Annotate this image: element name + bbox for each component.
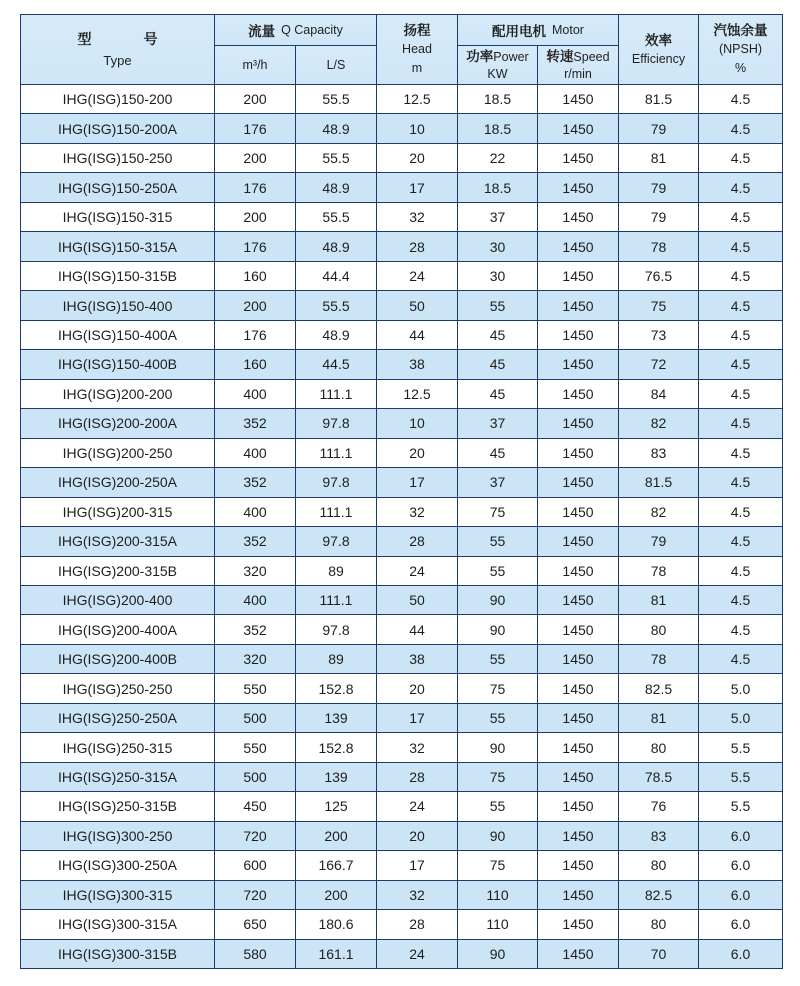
cell-head: 32 <box>377 733 458 762</box>
cell-speed: 1450 <box>538 232 619 261</box>
cell-type: IHG(ISG)200-250A <box>21 468 215 497</box>
cell-flow-ls: 55.5 <box>296 203 377 232</box>
cell-speed: 1450 <box>538 291 619 320</box>
cell-flow-ls: 44.4 <box>296 262 377 291</box>
cell-flow-ls: 111.1 <box>296 439 377 468</box>
cell-flow-m3h: 650 <box>215 910 296 939</box>
cell-head: 20 <box>377 439 458 468</box>
cell-flow-ls: 48.9 <box>296 232 377 261</box>
cell-npsh: 4.5 <box>699 527 783 556</box>
cell-type: IHG(ISG)150-400 <box>21 291 215 320</box>
cell-power: 18.5 <box>458 173 538 202</box>
cell-efficiency: 82 <box>619 498 699 527</box>
cell-head: 50 <box>377 291 458 320</box>
header-npsh <box>699 15 783 85</box>
cell-type: IHG(ISG)150-200 <box>21 85 215 114</box>
cell-npsh: 6.0 <box>699 851 783 880</box>
header-type-cn <box>78 29 158 50</box>
cell-npsh: 4.5 <box>699 85 783 114</box>
cell-efficiency: 72 <box>619 350 699 379</box>
cell-head: 10 <box>377 409 458 438</box>
cell-flow-m3h: 320 <box>215 557 296 586</box>
cell-head: 28 <box>377 527 458 556</box>
cell-npsh: 4.5 <box>699 468 783 497</box>
header-unit-ls-label: L/S <box>326 58 346 72</box>
cell-flow-m3h: 352 <box>215 409 296 438</box>
cell-flow-m3h: 176 <box>215 114 296 143</box>
cell-type: IHG(ISG)200-200 <box>21 380 215 409</box>
cell-speed: 1450 <box>538 203 619 232</box>
cell-speed: 1450 <box>538 380 619 409</box>
cell-efficiency: 70 <box>619 940 699 969</box>
cell-power: 45 <box>458 380 538 409</box>
cell-type: IHG(ISG)200-400 <box>21 586 215 615</box>
cell-npsh: 4.5 <box>699 350 783 379</box>
cell-npsh: 4.5 <box>699 203 783 232</box>
cell-type: IHG(ISG)150-315B <box>21 262 215 291</box>
cell-flow-m3h: 320 <box>215 645 296 674</box>
cell-flow-ls: 166.7 <box>296 851 377 880</box>
header-speed-en: Speed <box>573 49 610 64</box>
cell-power: 18.5 <box>458 85 538 114</box>
cell-speed: 1450 <box>538 822 619 851</box>
cell-flow-ls: 152.8 <box>296 674 377 703</box>
header-capacity-en: Q Capacity <box>281 23 343 37</box>
cell-head: 24 <box>377 262 458 291</box>
cell-flow-m3h: 400 <box>215 498 296 527</box>
cell-head: 38 <box>377 645 458 674</box>
cell-flow-m3h: 600 <box>215 851 296 880</box>
cell-head: 17 <box>377 704 458 733</box>
cell-npsh: 4.5 <box>699 498 783 527</box>
cell-efficiency: 79 <box>619 114 699 143</box>
cell-type: IHG(ISG)300-315B <box>21 940 215 969</box>
cell-type: IHG(ISG)150-315A <box>21 232 215 261</box>
header-power <box>458 46 538 85</box>
cell-type: IHG(ISG)250-315B <box>21 792 215 821</box>
cell-efficiency: 80 <box>619 615 699 644</box>
cell-type: IHG(ISG)200-200A <box>21 409 215 438</box>
header-speed-label <box>546 48 609 66</box>
cell-npsh: 4.5 <box>699 645 783 674</box>
cell-efficiency: 82.5 <box>619 881 699 910</box>
cell-efficiency: 78.5 <box>619 763 699 792</box>
header-efficiency-en: Efficiency <box>631 51 686 66</box>
cell-efficiency: 78 <box>619 645 699 674</box>
cell-head: 24 <box>377 940 458 969</box>
cell-flow-m3h: 550 <box>215 674 296 703</box>
cell-power: 37 <box>458 468 538 497</box>
header-head-cn: 扬程 <box>403 22 431 38</box>
cell-type: IHG(ISG)300-250 <box>21 822 215 851</box>
cell-efficiency: 79 <box>619 203 699 232</box>
header-motor <box>458 15 619 46</box>
cell-type: IHG(ISG)200-400B <box>21 645 215 674</box>
cell-speed: 1450 <box>538 704 619 733</box>
cell-type: IHG(ISG)250-315 <box>21 733 215 762</box>
cell-power: 55 <box>458 645 538 674</box>
cell-power: 75 <box>458 851 538 880</box>
cell-flow-m3h: 500 <box>215 704 296 733</box>
cell-flow-ls: 139 <box>296 763 377 792</box>
cell-flow-m3h: 176 <box>215 321 296 350</box>
cell-npsh: 4.5 <box>699 144 783 173</box>
cell-flow-m3h: 176 <box>215 232 296 261</box>
header-npsh-unit: % <box>734 61 747 75</box>
cell-npsh: 6.0 <box>699 822 783 851</box>
cell-type: IHG(ISG)150-250 <box>21 144 215 173</box>
header-type <box>21 15 215 85</box>
cell-power: 45 <box>458 439 538 468</box>
cell-type: IHG(ISG)200-315 <box>21 498 215 527</box>
cell-flow-m3h: 160 <box>215 262 296 291</box>
cell-type: IHG(ISG)200-315A <box>21 527 215 556</box>
cell-flow-m3h: 352 <box>215 468 296 497</box>
cell-speed: 1450 <box>538 615 619 644</box>
header-efficiency-cn: 效率 <box>645 32 672 48</box>
header-power-unit: KW <box>487 66 508 81</box>
cell-flow-ls: 200 <box>296 881 377 910</box>
cell-flow-m3h: 352 <box>215 527 296 556</box>
cell-flow-m3h: 200 <box>215 144 296 173</box>
cell-flow-ls: 97.8 <box>296 468 377 497</box>
cell-head: 20 <box>377 822 458 851</box>
cell-efficiency: 73 <box>619 321 699 350</box>
header-power-cn: 功率 <box>466 48 494 64</box>
cell-speed: 1450 <box>538 940 619 969</box>
cell-head: 12.5 <box>377 85 458 114</box>
cell-flow-ls: 89 <box>296 557 377 586</box>
header-speed-cn: 转速 <box>546 48 574 64</box>
cell-flow-m3h: 720 <box>215 822 296 851</box>
cell-flow-m3h: 550 <box>215 733 296 762</box>
cell-npsh: 4.5 <box>699 173 783 202</box>
cell-efficiency: 82 <box>619 409 699 438</box>
cell-head: 50 <box>377 586 458 615</box>
cell-npsh: 4.5 <box>699 262 783 291</box>
cell-power: 45 <box>458 350 538 379</box>
cell-npsh: 4.5 <box>699 586 783 615</box>
cell-flow-ls: 55.5 <box>296 291 377 320</box>
header-npsh-en: (NPSH) <box>718 42 763 56</box>
cell-npsh: 4.5 <box>699 321 783 350</box>
cell-head: 44 <box>377 321 458 350</box>
cell-speed: 1450 <box>538 763 619 792</box>
cell-npsh: 5.5 <box>699 763 783 792</box>
cell-speed: 1450 <box>538 321 619 350</box>
cell-type: IHG(ISG)300-315 <box>21 881 215 910</box>
cell-npsh: 4.5 <box>699 380 783 409</box>
cell-npsh: 5.5 <box>699 733 783 762</box>
cell-head: 44 <box>377 615 458 644</box>
cell-efficiency: 78 <box>619 232 699 261</box>
header-speed-unit: r/min <box>564 66 592 81</box>
cell-head: 17 <box>377 468 458 497</box>
cell-type: IHG(ISG)150-200A <box>21 114 215 143</box>
cell-type: IHG(ISG)150-250A <box>21 173 215 202</box>
cell-power: 55 <box>458 527 538 556</box>
cell-efficiency: 79 <box>619 527 699 556</box>
cell-flow-ls: 139 <box>296 704 377 733</box>
header-power-en: Power <box>493 49 529 64</box>
cell-type: IHG(ISG)200-250 <box>21 439 215 468</box>
cell-power: 22 <box>458 144 538 173</box>
cell-efficiency: 83 <box>619 822 699 851</box>
cell-power: 18.5 <box>458 114 538 143</box>
cell-npsh: 5.0 <box>699 674 783 703</box>
cell-flow-ls: 44.5 <box>296 350 377 379</box>
cell-flow-ls: 180.6 <box>296 910 377 939</box>
cell-power: 30 <box>458 232 538 261</box>
header-npsh-cn: 汽蚀余量 <box>713 23 768 38</box>
cell-npsh: 4.5 <box>699 409 783 438</box>
cell-speed: 1450 <box>538 439 619 468</box>
cell-speed: 1450 <box>538 851 619 880</box>
cell-type: IHG(ISG)250-315A <box>21 763 215 792</box>
cell-speed: 1450 <box>538 409 619 438</box>
header-capacity-cn: 流量 <box>248 24 276 39</box>
cell-type: IHG(ISG)300-315A <box>21 910 215 939</box>
cell-power: 75 <box>458 763 538 792</box>
cell-flow-m3h: 352 <box>215 615 296 644</box>
header-capacity <box>215 15 377 46</box>
cell-npsh: 4.5 <box>699 439 783 468</box>
cell-npsh: 6.0 <box>699 940 783 969</box>
header-head-unit: m <box>411 60 423 75</box>
cell-speed: 1450 <box>538 498 619 527</box>
cell-head: 38 <box>377 350 458 379</box>
cell-efficiency: 81 <box>619 704 699 733</box>
cell-head: 17 <box>377 173 458 202</box>
cell-head: 10 <box>377 114 458 143</box>
cell-speed: 1450 <box>538 792 619 821</box>
cell-efficiency: 81 <box>619 586 699 615</box>
cell-flow-ls: 125 <box>296 792 377 821</box>
cell-efficiency: 82.5 <box>619 674 699 703</box>
cell-efficiency: 84 <box>619 380 699 409</box>
cell-head: 24 <box>377 557 458 586</box>
cell-head: 24 <box>377 792 458 821</box>
cell-speed: 1450 <box>538 910 619 939</box>
cell-speed: 1450 <box>538 586 619 615</box>
header-type-cn-2: 号 <box>143 30 158 47</box>
cell-type: IHG(ISG)200-315B <box>21 557 215 586</box>
cell-flow-m3h: 200 <box>215 203 296 232</box>
cell-flow-ls: 200 <box>296 822 377 851</box>
cell-speed: 1450 <box>538 645 619 674</box>
cell-flow-m3h: 500 <box>215 763 296 792</box>
header-motor-cn: 配用电机 <box>492 24 547 39</box>
cell-npsh: 5.5 <box>699 792 783 821</box>
cell-flow-m3h: 450 <box>215 792 296 821</box>
cell-flow-ls: 97.8 <box>296 527 377 556</box>
header-speed <box>538 46 619 85</box>
cell-efficiency: 80 <box>619 851 699 880</box>
cell-head: 12.5 <box>377 380 458 409</box>
cell-type: IHG(ISG)150-315 <box>21 203 215 232</box>
cell-efficiency: 80 <box>619 910 699 939</box>
cell-power: 90 <box>458 615 538 644</box>
cell-speed: 1450 <box>538 674 619 703</box>
cell-flow-m3h: 400 <box>215 586 296 615</box>
cell-speed: 1450 <box>538 144 619 173</box>
cell-efficiency: 75 <box>619 291 699 320</box>
cell-efficiency: 83 <box>619 439 699 468</box>
header-power-label <box>466 48 528 66</box>
cell-speed: 1450 <box>538 173 619 202</box>
header-head <box>377 15 458 85</box>
cell-efficiency: 80 <box>619 733 699 762</box>
cell-flow-ls: 111.1 <box>296 586 377 615</box>
cell-power: 90 <box>458 733 538 762</box>
cell-type: IHG(ISG)250-250A <box>21 704 215 733</box>
cell-flow-ls: 55.5 <box>296 85 377 114</box>
cell-power: 90 <box>458 822 538 851</box>
cell-npsh: 6.0 <box>699 881 783 910</box>
cell-speed: 1450 <box>538 468 619 497</box>
cell-power: 110 <box>458 881 538 910</box>
cell-speed: 1450 <box>538 881 619 910</box>
cell-power: 55 <box>458 291 538 320</box>
cell-speed: 1450 <box>538 527 619 556</box>
cell-power: 75 <box>458 674 538 703</box>
cell-head: 17 <box>377 851 458 880</box>
cell-flow-m3h: 580 <box>215 940 296 969</box>
cell-flow-m3h: 200 <box>215 85 296 114</box>
cell-power: 110 <box>458 910 538 939</box>
cell-npsh: 4.5 <box>699 557 783 586</box>
cell-head: 20 <box>377 144 458 173</box>
cell-flow-ls: 97.8 <box>296 615 377 644</box>
cell-power: 37 <box>458 203 538 232</box>
cell-efficiency: 76.5 <box>619 262 699 291</box>
cell-speed: 1450 <box>538 114 619 143</box>
cell-efficiency: 81.5 <box>619 85 699 114</box>
cell-head: 32 <box>377 881 458 910</box>
cell-npsh: 4.5 <box>699 291 783 320</box>
cell-flow-m3h: 720 <box>215 881 296 910</box>
cell-type: IHG(ISG)150-400B <box>21 350 215 379</box>
cell-flow-ls: 89 <box>296 645 377 674</box>
header-type-en: Type <box>103 52 132 68</box>
cell-flow-ls: 111.1 <box>296 498 377 527</box>
cell-head: 32 <box>377 203 458 232</box>
header-unit-m3h-label: m³/h <box>242 58 268 72</box>
cell-flow-m3h: 200 <box>215 291 296 320</box>
cell-type: IHG(ISG)150-400A <box>21 321 215 350</box>
header-efficiency <box>619 15 699 85</box>
cell-power: 75 <box>458 498 538 527</box>
pump-spec-table <box>20 14 783 969</box>
cell-npsh: 4.5 <box>699 232 783 261</box>
cell-efficiency: 79 <box>619 173 699 202</box>
header-unit-m3h <box>215 46 296 85</box>
cell-speed: 1450 <box>538 557 619 586</box>
cell-power: 90 <box>458 940 538 969</box>
cell-efficiency: 76 <box>619 792 699 821</box>
cell-efficiency: 81.5 <box>619 468 699 497</box>
cell-flow-ls: 48.9 <box>296 114 377 143</box>
cell-power: 37 <box>458 409 538 438</box>
cell-speed: 1450 <box>538 350 619 379</box>
cell-flow-m3h: 176 <box>215 173 296 202</box>
cell-head: 20 <box>377 674 458 703</box>
cell-power: 55 <box>458 557 538 586</box>
cell-speed: 1450 <box>538 85 619 114</box>
cell-speed: 1450 <box>538 262 619 291</box>
cell-type: IHG(ISG)200-400A <box>21 615 215 644</box>
cell-power: 55 <box>458 704 538 733</box>
cell-flow-ls: 48.9 <box>296 173 377 202</box>
cell-npsh: 5.0 <box>699 704 783 733</box>
cell-npsh: 4.5 <box>699 615 783 644</box>
cell-power: 90 <box>458 586 538 615</box>
header-head-en: Head <box>402 42 432 57</box>
cell-efficiency: 81 <box>619 144 699 173</box>
cell-head: 28 <box>377 763 458 792</box>
header-motor-en: Motor <box>552 23 584 37</box>
cell-flow-ls: 161.1 <box>296 940 377 969</box>
cell-flow-ls: 48.9 <box>296 321 377 350</box>
cell-npsh: 6.0 <box>699 910 783 939</box>
cell-flow-m3h: 160 <box>215 350 296 379</box>
cell-type: IHG(ISG)300-250A <box>21 851 215 880</box>
cell-type: IHG(ISG)250-250 <box>21 674 215 703</box>
cell-speed: 1450 <box>538 733 619 762</box>
cell-flow-m3h: 400 <box>215 380 296 409</box>
header-unit-ls <box>296 46 377 85</box>
header-type-cn-1: 型 <box>77 30 92 47</box>
cell-flow-ls: 97.8 <box>296 409 377 438</box>
cell-power: 55 <box>458 792 538 821</box>
cell-head: 28 <box>377 232 458 261</box>
cell-flow-ls: 55.5 <box>296 144 377 173</box>
cell-head: 28 <box>377 910 458 939</box>
cell-efficiency: 78 <box>619 557 699 586</box>
cell-power: 45 <box>458 321 538 350</box>
cell-power: 30 <box>458 262 538 291</box>
cell-flow-m3h: 400 <box>215 439 296 468</box>
cell-flow-ls: 111.1 <box>296 380 377 409</box>
cell-flow-ls: 152.8 <box>296 733 377 762</box>
cell-head: 32 <box>377 498 458 527</box>
cell-npsh: 4.5 <box>699 114 783 143</box>
